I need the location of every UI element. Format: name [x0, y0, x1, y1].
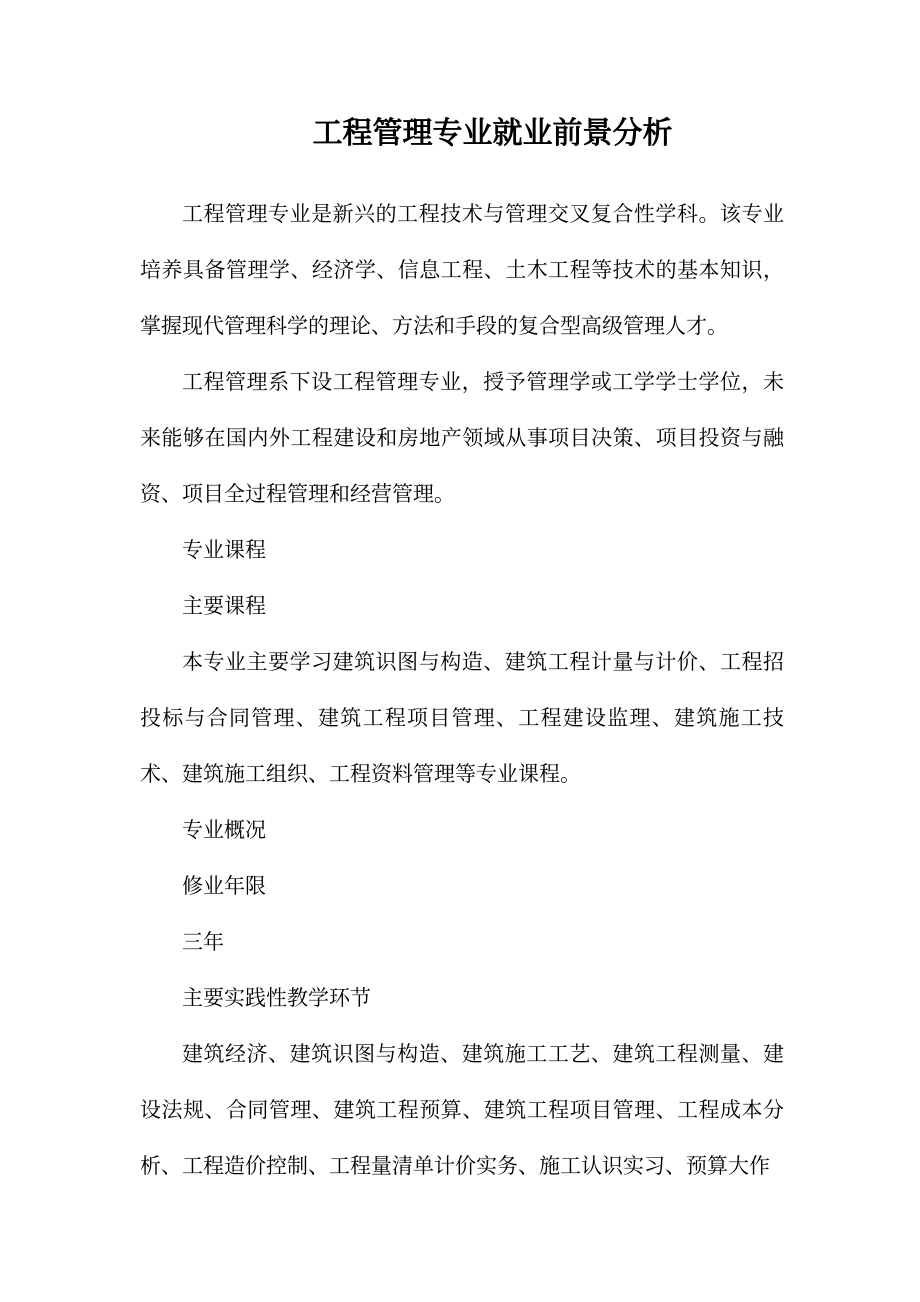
heading-major-courses: 专业课程: [182, 538, 266, 562]
heading-overview: 专业概况: [182, 818, 266, 842]
heading-practice: 主要实践性教学环节: [182, 986, 371, 1010]
document-body: [140, 186, 784, 1194]
duration-value: 三年: [182, 930, 224, 954]
paragraph-practice: 建筑经济、建筑识图与构造、建筑施工工艺、建筑工程测量、建设法规、合同管理、建筑工程预算、建筑工程项目管理、工程成本分析、工程造价控制、工程量清单计价实务、施工认识实习、预算大作: [140, 1042, 784, 1178]
paragraph-intro: 工程管理专业是新兴的工程技术与管理交叉复合性学科。该专业培养具备管理学、经济学、信息工程、土木工程等技术的基本知识，掌握现代管理科学的理论、方法和手段的复合型高级管理人才。: [140, 202, 784, 338]
paragraph-department: 工程管理系下设工程管理专业，授予管理学或工学学士学位，未来能够在国内外工程建设和房地产领域从事项目决策、项目投资与融资、项目全过程管理和经营管理。: [140, 370, 784, 506]
paragraph-courses: 本专业主要学习建筑识图与构造、建筑工程计量与计价、工程招投标与合同管理、建筑工程项目管理、工程建设监理、建筑施工技术、建筑施工组织、工程资料管理等专业课程。: [140, 650, 784, 786]
document-title: 工程管理专业就业前景分析: [312, 116, 673, 151]
heading-duration: 修业年限: [182, 874, 266, 898]
heading-main-courses: 主要课程: [182, 594, 266, 618]
